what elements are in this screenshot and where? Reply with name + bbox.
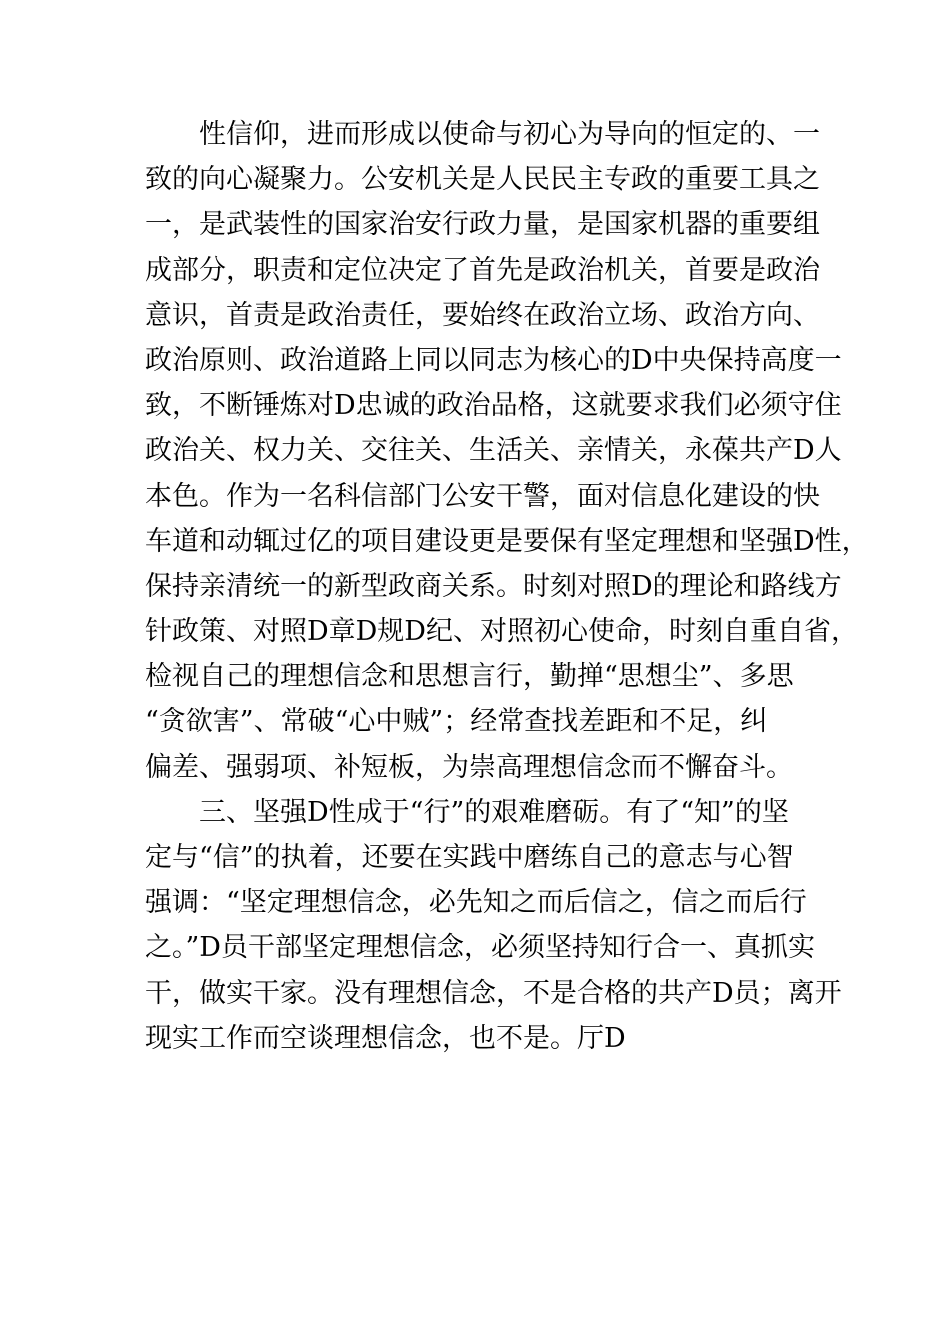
text-line: 保持亲清统一的新型政商关系。时刻对照D的理论和路线方 (145, 570, 842, 602)
text-line: 政治关、权力关、交往关、生活关、亲情关，永葆共产D人 (145, 435, 842, 467)
text-line: 车道和动辄过亿的项目建设更是要保有坚定理想和坚强D性， (145, 525, 869, 557)
text-line: 致，不断锤炼对D忠诚的政治品格，这就要求我们必须守住 (145, 390, 842, 422)
section-heading-line: 三、坚强D性成于“行”的艰难磨砺。有了“知”的坚 (199, 796, 789, 828)
text-line: 检视自己的理想信念和思想言行，勤掸“思想尘”、多思 (145, 661, 794, 693)
text-line: 干，做实干家。没有理想信念，不是合格的共产D员；离开 (145, 977, 842, 1009)
text-line: 政治原则、政治道路上同以同志为核心的D中央保持高度一 (145, 344, 842, 376)
text-line: “贪欲害”、常破“心中贼”；经常查找差距和不足，纠 (145, 706, 768, 738)
text-line: 现实工作而空谈理想信念，也不是。厅D (145, 1022, 626, 1054)
text-line: 之。”D员干部坚定理想信念，必须坚持知行合一、真抓实 (145, 932, 815, 964)
body-text (145, 112, 869, 1061)
text-line: 性信仰，进而形成以使命与初心为导向的恒定的、一 (199, 119, 820, 150)
text-line: 成部分，职责和定位决定了首先是政治机关，首要是政治 (145, 254, 820, 286)
text-line: 定与“信”的执着，还要在实践中磨练自己的意志与心智 (145, 842, 794, 873)
text-line: 针政策、对照D章D规D纪、对照初心使命，时刻自重自省， (145, 616, 858, 648)
text-line: 一，是武装性的国家治安行政力量，是国家机器的重要组 (145, 209, 820, 241)
text-line: 致的向心凝聚力。公安机关是人民民主专政的重要工具之 (145, 164, 820, 196)
text-line: 偏差、强弱项、补短板，为崇高理想信念而不懈奋斗。 (145, 751, 793, 783)
text-line: 意识，首责是政治责任，要始终在政治立场、政治方向、 (145, 299, 820, 331)
text-line: 本色。作为一名科信部门公安干警，面对信息化建设的快 (145, 480, 820, 512)
text-line: 强调：“坚定理想信念，必先知之而后信之，信之而后行 (145, 887, 807, 919)
